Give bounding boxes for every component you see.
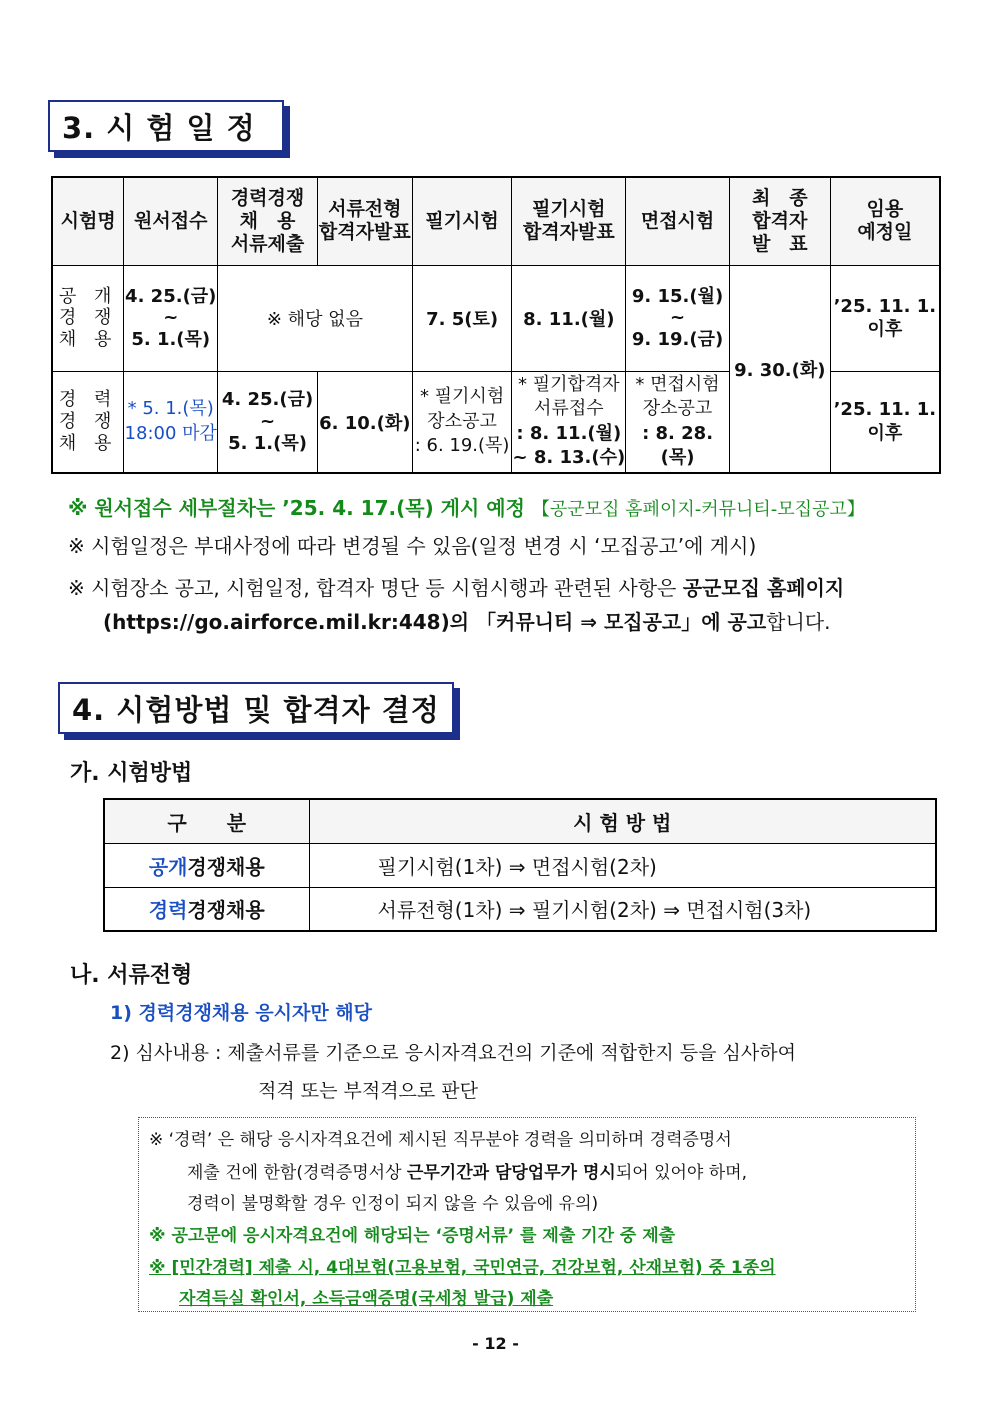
row-open-interview: 9. 15.(월) ~ 9. 19.(금) xyxy=(626,265,730,371)
row-career-name: 경 력 경 쟁 채 용 xyxy=(52,371,124,473)
row-open-written: 7. 5(토) xyxy=(412,265,512,371)
row-open-appoint: ’25. 11. 1. 이후 xyxy=(830,265,940,371)
final-announcement: 9. 30.(화) xyxy=(729,265,830,473)
row-career-appoint: ’25. 11. 1. 이후 xyxy=(830,371,940,473)
subheading-method: 가. 시험방법 xyxy=(70,761,193,786)
row-career-doc-result: 6. 10.(화) xyxy=(317,371,412,473)
note-box xyxy=(138,1117,916,1312)
note-3-c: (https://go.airforce.mil.kr:448)의 「커뮤니티 ⇒ 모집공고」에 공고 xyxy=(103,610,767,634)
header-doc-submit: 경력경쟁 채 용 서류제출 xyxy=(218,177,318,265)
note-3 xyxy=(68,572,844,601)
docs-item-2: 2) 심사내용 : 제출서류를 기준으로 응시자격요건의 기준에 적합한지 등을 심사하여 xyxy=(110,1042,796,1064)
box-line-5: ※ [민간경력] 제출 시, 4대보험(고용보험, 국민연금, 건강보험, 산재보험) 중 1종의 xyxy=(149,1258,776,1278)
box-line-2: 제출 건에 한함(경력증명서상 근무기간과 담당업무가 명시되어 있어야 하며, xyxy=(187,1163,747,1183)
note-3-line2 xyxy=(103,606,831,635)
header-doc-result: 서류전형 합격자발표 xyxy=(317,177,412,265)
method-header-category: 구 분 xyxy=(104,799,309,843)
header-written: 필기시험 xyxy=(412,177,512,265)
row-career-apply-note: * 5. 1.(목) 18:00 마감 xyxy=(124,371,218,473)
section-4-title-text: 4. 시험방법 및 합격자 결정 xyxy=(72,692,440,727)
header-appointment: 임용 예정일 xyxy=(830,177,940,265)
page-number: - 12 - xyxy=(472,1334,519,1353)
method-header-row xyxy=(104,799,936,843)
row-open-written-result: 8. 11.(월) xyxy=(512,265,626,371)
note-1-tail: 【공군모집 홈페이지-커뮤니티-모집공고】 xyxy=(531,499,865,520)
note-3-b: 공군모집 홈페이지 xyxy=(682,576,845,600)
header-interview: 면접시험 xyxy=(626,177,730,265)
schedule-header-row xyxy=(52,177,940,265)
method-row-open-method: 필기시험(1차) ⇒ 면접시험(2차) xyxy=(309,843,936,887)
schedule-table xyxy=(51,176,941,474)
note-3-d: 합니다. xyxy=(766,610,831,634)
method-row-career-method: 서류전형(1차) ⇒ 필기시험(2차) ⇒ 면접시험(3차) xyxy=(309,887,936,931)
row-open-name: 공 개 경 쟁 채 용 xyxy=(52,265,124,371)
method-row-career xyxy=(104,887,936,931)
box-line-4: ※ 공고문에 응시자격요건에 해당되는 ‘증명서류’ 를 제출 기간 중 제출 xyxy=(149,1226,676,1246)
header-exam-name: 시험명 xyxy=(52,177,124,265)
row-open-na: ※ 해당 없음 xyxy=(218,265,413,371)
row-open-apply: 4. 25.(금) ~ 5. 1.(목) xyxy=(124,265,218,371)
docs-item-2-cont: 적격 또는 부적격으로 판단 xyxy=(258,1080,479,1102)
schedule-row-open xyxy=(52,265,940,371)
section-4-title xyxy=(58,682,454,734)
note-1 xyxy=(68,492,865,521)
box-line-3: 경력이 불명확할 경우 인정이 되지 않을 수 있음에 유의) xyxy=(187,1194,599,1214)
header-written-result: 필기시험 합격자발표 xyxy=(512,177,626,265)
method-header-method: 시 험 방 법 xyxy=(309,799,936,843)
section-3-title-text: 3. 시 험 일 정 xyxy=(62,110,256,145)
header-application: 원서접수 xyxy=(124,177,218,265)
note-3-a: ※ 시험장소 공고, 시험일정, 합격자 명단 등 시험시행과 관련된 사항은 xyxy=(68,576,677,600)
section-3-title xyxy=(48,100,284,152)
row-career-docs: 4. 25.(금) ~ 5. 1.(목) xyxy=(218,371,318,473)
box-line-6: 자격득실 확인서, 소득금액증명(국세청 발급) 제출 xyxy=(179,1289,554,1309)
header-final: 최 종 합격자 발 표 xyxy=(729,177,830,265)
box-line-1: ※ ‘경력’ 은 해당 응시자격요건에 제시된 직무분야 경력을 의미하며 경력증명서 xyxy=(149,1130,732,1150)
row-career-written-note: * 필기시험 장소공고 : 6. 19.(목) xyxy=(412,371,512,473)
note-1-main: ※ 원서접수 세부절차는 ’25. 4. 17.(목) 게시 예정 xyxy=(68,496,525,520)
method-row-open-cat: 공개경쟁채용 xyxy=(104,843,309,887)
method-row-career-cat: 경력경쟁채용 xyxy=(104,887,309,931)
row-career-interview-note: * 면접시험 장소공고 : 8. 28.(목) xyxy=(626,371,730,473)
method-row-open xyxy=(104,843,936,887)
docs-item-1: 1) 경력경쟁채용 응시자만 해당 xyxy=(110,1002,372,1024)
method-table xyxy=(103,798,937,932)
note-2: ※ 시험일정은 부대사정에 따라 변경될 수 있음(일정 변경 시 ‘모집공고’에 게시) xyxy=(68,534,757,558)
row-career-written-result-note: * 필기합격자 서류접수 : 8. 11.(월) ~ 8. 13.(수) xyxy=(512,371,626,473)
subheading-docs: 나. 서류전형 xyxy=(70,963,193,988)
